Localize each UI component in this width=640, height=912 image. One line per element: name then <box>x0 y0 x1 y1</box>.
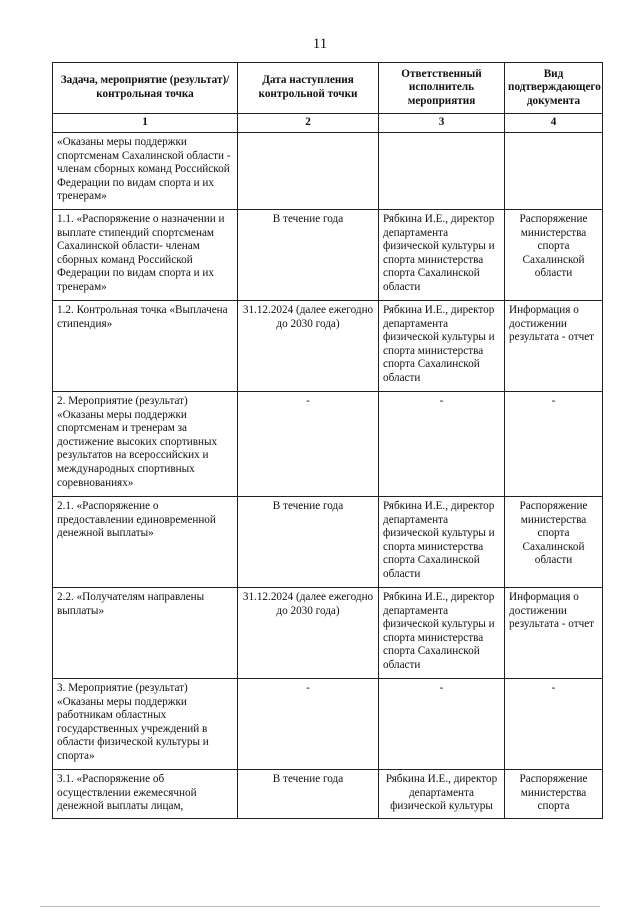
responsible-cell <box>379 133 505 210</box>
header-document: Вид подтверждающего документа <box>505 63 603 114</box>
table-row <box>53 588 603 679</box>
table-row <box>53 392 603 497</box>
date-cell: 31.12.2024 (далее ежегодно до 2030 года) <box>238 588 379 679</box>
column-number: 1 <box>53 114 238 133</box>
table-row <box>53 301 603 392</box>
responsible-cell: Рябкина И.Е., директор департамента физической культуры и спорта министерства спорта Сахалинской области <box>379 588 505 679</box>
page-number: 11 <box>312 36 328 52</box>
task-cell: 1.2. Контрольная точка «Выплачена стипендия» <box>53 301 238 392</box>
date-cell: - <box>238 679 379 770</box>
column-number-row <box>53 114 603 133</box>
date-cell <box>238 133 379 210</box>
table-row <box>53 770 603 819</box>
task-cell: 3.1. «Распоряжение об осуществлении ежемесячной денежной выплаты лицам, <box>53 770 238 819</box>
table-row <box>53 133 603 210</box>
document-cell: Информация о достижении результата - отчет <box>505 301 603 392</box>
column-number: 2 <box>238 114 379 133</box>
control-points-table <box>52 62 603 819</box>
task-cell: 1.1. «Распоряжение о назначении и выплате стипендий спортсменам Сахалинской области- членам сборных команд Российской Федерации по видам спорта и их тренерам» <box>53 210 238 301</box>
responsible-cell: Рябкина И.Е., директор департамента физической культуры и спорта министерства спорта Сахалинской области <box>379 497 505 588</box>
document-cell: Распоряжение министерства спорта <box>505 770 603 819</box>
task-cell: 3. Мероприятие (результат) «Оказаны меры поддержки работникам областных государственных учреждений в области физической культуры и спорта» <box>53 679 238 770</box>
table-row <box>53 497 603 588</box>
document-cell <box>505 133 603 210</box>
date-cell: В течение года <box>238 497 379 588</box>
date-cell: В течение года <box>238 770 379 819</box>
document-cell: Распоряжение министерства спорта Сахалинской области <box>505 210 603 301</box>
date-cell: В течение года <box>238 210 379 301</box>
document-cell: Информация о достижении результата - отчет <box>505 588 603 679</box>
table-header-row <box>53 63 603 114</box>
task-cell: «Оказаны меры поддержки спортсменам Сахалинской области - членам сборных команд Российской Федерации по видам спорта и их тренерам» <box>53 133 238 210</box>
column-number: 3 <box>379 114 505 133</box>
responsible-cell: - <box>379 392 505 497</box>
task-cell: 2.2. «Получателям направлены выплаты» <box>53 588 238 679</box>
responsible-cell: Рябкина И.Е., директор департамента физической культуры <box>379 770 505 819</box>
task-cell: 2.1. «Распоряжение о предоставлении единовременной денежной выплаты» <box>53 497 238 588</box>
page-bottom-rule <box>40 906 600 907</box>
header-task: Задача, мероприятие (результат)/контрольная точка <box>53 63 238 114</box>
date-cell: 31.12.2024 (далее ежегодно до 2030 года) <box>238 301 379 392</box>
responsible-cell: Рябкина И.Е., директор департамента физической культуры и спорта министерства спорта Сахалинской области <box>379 210 505 301</box>
table-row <box>53 679 603 770</box>
responsible-cell: - <box>379 679 505 770</box>
task-cell: 2. Мероприятие (результат) «Оказаны меры поддержки спортсменам и тренерам за достижение высоких спортивных результатов на всероссийских и международных спортивных соревнованиях» <box>53 392 238 497</box>
date-cell: - <box>238 392 379 497</box>
header-responsible: Ответственный исполнитель мероприятия <box>379 63 505 114</box>
document-cell: - <box>505 679 603 770</box>
document-cell: Распоряжение министерства спорта Сахалинской области <box>505 497 603 588</box>
responsible-cell: Рябкина И.Е., директор департамента физической культуры и спорта министерства спорта Сахалинской области <box>379 301 505 392</box>
header-date: Дата наступления контрольной точки <box>238 63 379 114</box>
column-number: 4 <box>505 114 603 133</box>
document-cell: - <box>505 392 603 497</box>
table-row <box>53 210 603 301</box>
